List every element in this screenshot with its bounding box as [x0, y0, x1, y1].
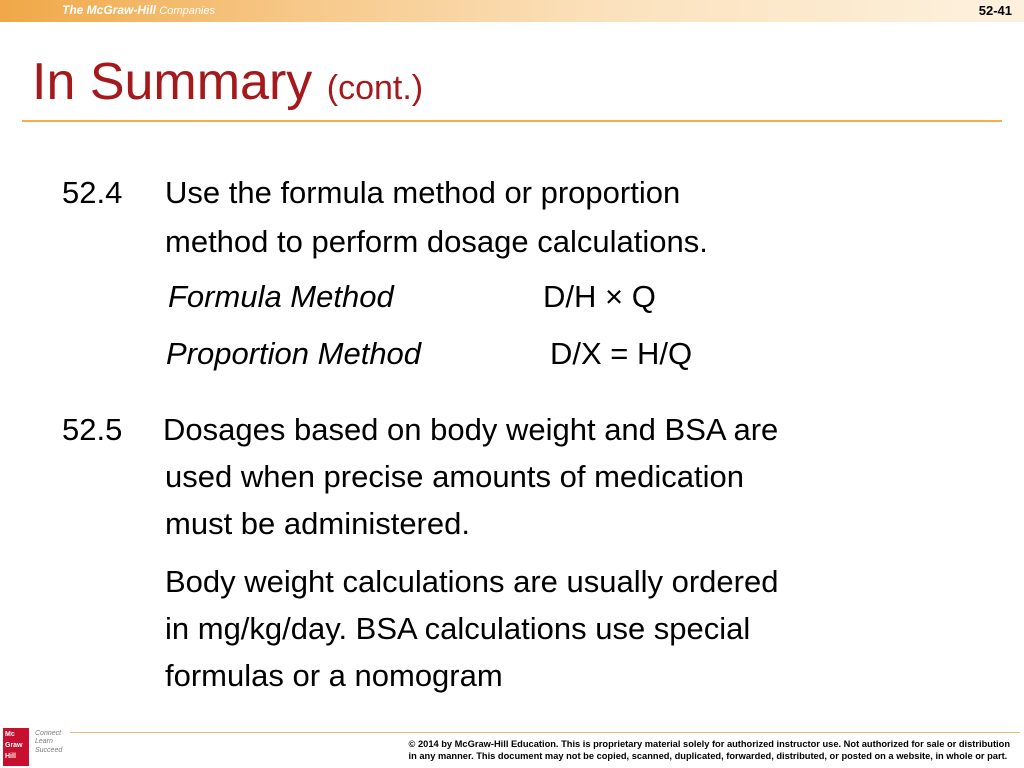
footer-divider: [70, 732, 1020, 733]
logo-text-2: Graw: [5, 742, 23, 749]
item-52-4-line1: Use the formula method or proportion: [165, 175, 681, 210]
tagline-connect: Connect: [35, 730, 62, 737]
mcgraw-hill-logo: [3, 728, 29, 766]
logo-text-1: Mc: [5, 731, 15, 738]
copyright-line-1: © 2014 by McGraw-Hill Education. This is proprietary material solely for authorized instructor use. Not authorized for sale or distribution: [408, 739, 1010, 749]
title-main: In Summary: [32, 53, 313, 111]
logo-text-3: Hill: [5, 753, 16, 760]
formula-method-label: Formula Method: [168, 279, 394, 314]
item-52-5-line3: must be administered.: [165, 506, 470, 541]
tagline-learn: Learn: [35, 738, 53, 746]
item-52-5-number: 52.5: [62, 412, 123, 447]
proportion-method-label: Proportion Method: [166, 336, 422, 371]
item-52-5-line1: Dosages based on body weight and BSA are: [163, 412, 779, 447]
copyright-notice: [409, 738, 1010, 762]
item-52-4-line2: method to perform dosage calculations.: [165, 224, 708, 259]
logo-tagline: [35, 730, 62, 755]
item-52-5-note3: formulas or a nomogram: [165, 658, 503, 693]
slide-title: [32, 52, 423, 112]
brand-name: The McGraw-Hill: [62, 3, 157, 17]
brand-suffix: Companies: [159, 5, 215, 17]
publisher-brand: [62, 3, 215, 17]
slide-number: 52-41: [978, 3, 1012, 18]
item-52-5-line2: used when precise amounts of medication: [165, 459, 744, 494]
item-52-5-note2: in mg/kg/day. BSA calculations use special: [165, 611, 751, 646]
proportion-method-expression: D/X = H/Q: [550, 336, 693, 371]
formula-method-expression: D/H × Q: [543, 279, 656, 314]
header-bar: [0, 0, 1024, 22]
tagline-succeed: Succeed: [35, 746, 63, 754]
title-sub: (cont.): [326, 69, 424, 107]
copyright-line-2: in any manner. This document may not be copied, scanned, duplicated, forwarded, distributed, or posted on a website, in whole or part.: [408, 751, 1008, 762]
title-divider: [22, 120, 1002, 122]
item-52-5-note1: Body weight calculations are usually ordered: [165, 564, 779, 599]
item-52-4-number: 52.4: [62, 175, 123, 210]
